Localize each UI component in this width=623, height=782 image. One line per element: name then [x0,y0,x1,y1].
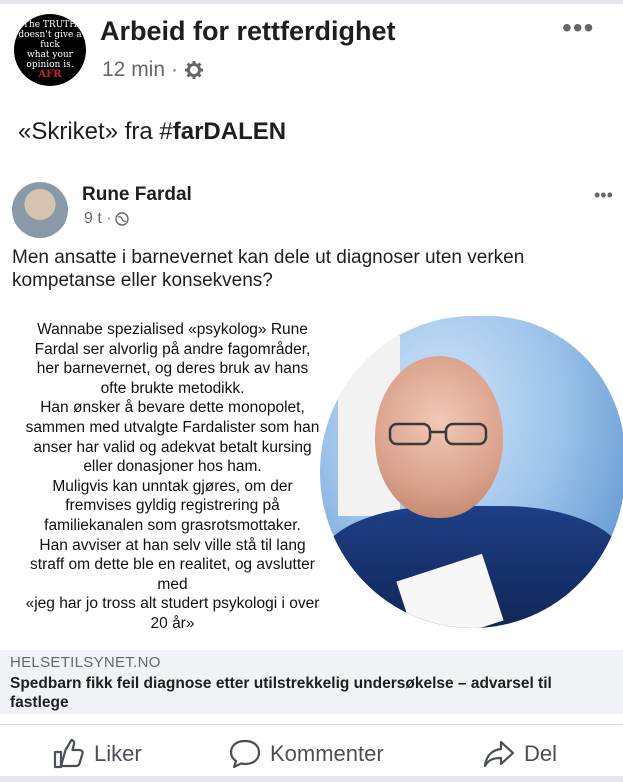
post-text [18,118,286,146]
author-time: 9 t · [84,210,112,227]
avatar-line: what your [27,50,73,60]
thumbs-up-icon [52,737,86,771]
link-title[interactable]: Spedbarn fikk feil diagnose etter utilstrekkelig undersøkelse – advarsel til fastlege [10,675,552,711]
shared-post-image[interactable] [0,170,623,650]
like-label: Liker [94,741,142,766]
more-options-button[interactable]: ••• [562,12,595,43]
post-time[interactable]: 12 min [102,58,166,81]
share-label: Del [524,741,558,766]
meme-line: anser har valid og adekvat betalt kursing [33,438,312,456]
hashtag-link[interactable]: farDALEN [172,118,287,145]
link-preview[interactable] [0,650,623,714]
meme-line: straff om dette ble en realitet, og avslutter [30,556,315,574]
avatar-line: opinion is. [26,60,74,70]
glasses-icon [386,420,492,448]
page-name-link[interactable]: Arbeid for rettferdighet [100,16,396,46]
share-button[interactable] [482,734,557,774]
meme-line: fremvises gyldig registrering på [65,497,280,515]
gear-icon [184,60,204,80]
like-button[interactable] [52,734,142,774]
meme-line: Han ønsker å bevare dette monopolet, [40,399,305,417]
page-avatar[interactable] [14,14,86,86]
post-text-prefix: «Skriket» fra # [18,118,173,145]
meta-separator: · [171,58,179,81]
link-domain: HELSETILSYNET.NO [10,654,161,671]
avatar-line: fuck [40,40,60,50]
shared-post-text: Men ansatte i barnevernet kan dele ut diagnoser uten verken kompetanse eller konsekvens? [12,247,525,291]
comment-label: Kommenter [270,741,384,766]
post-meta [102,58,204,82]
meme-line: 20 år» [150,614,195,632]
avatar-line: The TRUTH [22,20,78,30]
meme-line: «jeg har jo tross alt studert psykologi i over [25,595,320,613]
author-avatar [12,182,68,238]
comment-button[interactable] [228,734,384,774]
meme-caption [0,320,345,634]
avatar-line: AFR [38,69,62,80]
meme-line: her barnevernet, og deres bruk av hans [36,360,309,378]
meme-line: Fardal ser alvorlig på andre fagområder, [34,340,311,358]
author-meta [84,210,129,228]
comment-icon [228,737,262,771]
inner-more-icon: ••• [594,185,613,205]
meme-line: ofte brukte metodikk. [100,379,245,397]
meme-line: sammen med utvalgte Fardalister som han [25,418,320,436]
action-bar [0,726,623,782]
avatar-line: doesn't give a [18,30,82,40]
meme-line: eller donasjoner hos ham. [83,458,262,476]
man-photo [320,316,623,628]
meme-line: Muligvis kan unntak gjøres, om der [52,477,293,495]
meme-line: med [157,575,188,593]
post-header [0,0,623,100]
share-icon [482,737,516,771]
meme-line: familiekanalen som grasrotsmottaker. [44,516,301,534]
author-name: Rune Fardal [82,184,192,205]
divider [0,724,623,725]
meme-image [0,310,623,640]
bottom-edge [0,776,623,782]
meme-line: Han avviser at han selv ville stå til lang [39,536,306,554]
meme-line: Wannabe spezialised «psykolog» Rune [37,321,308,338]
globe-icon [115,212,129,226]
